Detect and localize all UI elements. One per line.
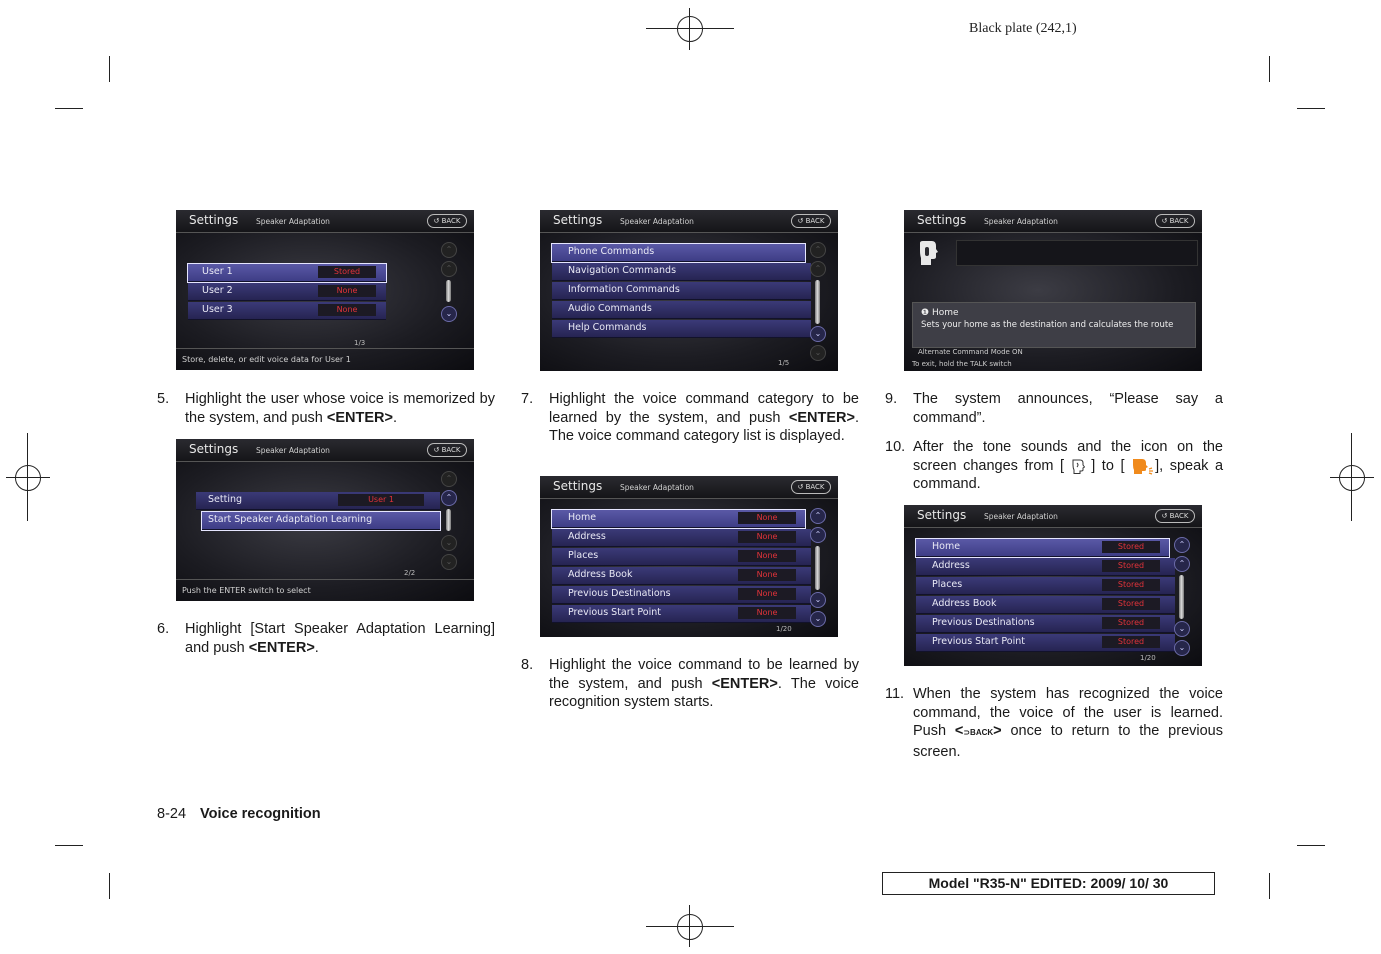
registration-mark-top-circle	[677, 16, 703, 42]
row-label: Previous Destinations	[932, 617, 1035, 628]
scroll-up-icon[interactable]: ⌃	[1174, 556, 1190, 572]
crop-mark	[55, 845, 83, 846]
list-item-previous-start-point[interactable]	[916, 634, 1175, 652]
scroll-up-icon[interactable]: ⌃	[441, 261, 457, 277]
scroll-bottom-icon[interactable]: ⌄	[810, 345, 826, 361]
row-label: Audio Commands	[568, 303, 652, 314]
list-item-setting[interactable]	[196, 492, 440, 510]
list-item-home[interactable]	[552, 510, 805, 528]
page-indicator: 1/3	[354, 339, 366, 347]
back-label: BACK	[1169, 217, 1189, 225]
screen-subtitle: Speaker Adaptation	[984, 512, 1058, 521]
row-label: Places	[568, 550, 599, 561]
step-text-b: ] to [	[1091, 457, 1125, 474]
row-value: None	[738, 588, 796, 600]
back-button[interactable]: ↺ BACK	[427, 214, 467, 228]
row-value: Stored	[1102, 560, 1160, 572]
row-label: Address Book	[932, 598, 997, 609]
step-text-body: Highlight [Start Speaker Adaptation Learning] and push	[185, 621, 495, 656]
scroll-top-icon[interactable]: ⌃	[810, 508, 826, 524]
crop-mark	[55, 108, 83, 109]
back-key-text: BACK	[970, 728, 994, 737]
status-text: Store, delete, or edit voice data for User 1	[182, 355, 351, 364]
list-item-audio-commands[interactable]	[552, 301, 811, 319]
row-label: Previous Start Point	[568, 607, 661, 618]
row-value: Stored	[1102, 579, 1160, 591]
status-text: Push the ENTER switch to select	[182, 586, 311, 595]
list-item-user-1[interactable]	[188, 264, 386, 282]
row-value: Stored	[318, 266, 376, 278]
list-item-navigation-commands[interactable]	[552, 263, 811, 281]
scrollbar[interactable]	[1170, 535, 1194, 657]
row-label: Help Commands	[568, 322, 647, 333]
screen-title: Settings	[553, 213, 603, 227]
row-label: Home	[932, 541, 961, 552]
enter-key: <ENTER>	[788, 409, 855, 426]
back-button[interactable]: ↺ BACK	[791, 480, 831, 494]
scroll-up-icon[interactable]: ⌃	[441, 490, 457, 506]
scroll-down-icon[interactable]: ⌄	[441, 535, 457, 551]
screen-header	[540, 210, 838, 233]
screen-header	[176, 439, 474, 462]
screen-subtitle: Speaker Adaptation	[984, 217, 1058, 226]
step-text-b: once to return to the previous screen.	[913, 723, 1223, 760]
step-text-body: Highlight the user whose voice is memorized by the system, and push	[185, 391, 495, 426]
row-label: Places	[932, 579, 963, 590]
step-text-tail: . The voice recognition system starts.	[549, 675, 859, 710]
row-label: User 2	[202, 285, 233, 296]
info-title: ❶ Home	[921, 308, 959, 318]
enter-key: <ENTER>	[248, 639, 315, 656]
back-label: BACK	[441, 217, 461, 225]
enter-key: <ENTER>	[711, 675, 778, 692]
step-text	[549, 390, 859, 446]
step-text	[549, 656, 859, 712]
crop-mark	[1269, 56, 1270, 82]
row-label: Information Commands	[568, 284, 680, 295]
scroll-down-icon[interactable]: ⌄	[441, 306, 457, 322]
scroll-top-icon[interactable]: ⌃	[1174, 537, 1190, 553]
plate-label: Black plate (242,1)	[969, 21, 1077, 36]
row-value: None	[318, 285, 376, 297]
row-label: Address	[568, 531, 606, 542]
back-label: BACK	[805, 483, 825, 491]
section-title: Voice recognition	[200, 806, 321, 822]
screen-title: Settings	[189, 442, 239, 456]
row-label: Home	[568, 512, 597, 523]
scroll-bottom-icon[interactable]: ⌄	[1174, 640, 1190, 656]
list-item-address-book[interactable]	[552, 567, 811, 585]
step-number: 7.	[521, 391, 534, 407]
screen-header	[904, 210, 1202, 233]
step-text	[913, 438, 1223, 494]
info-panel	[912, 302, 1196, 348]
scrollbar[interactable]	[806, 240, 830, 362]
back-key-open: <	[954, 723, 964, 739]
step-text-tail: .	[392, 409, 397, 426]
back-button[interactable]: ↺ BACK	[427, 443, 467, 457]
step-text-a: When the system has recognized the voice command, the voice of the user is learned. Push	[913, 686, 1223, 739]
screen-setting	[176, 439, 474, 601]
screen-header	[904, 505, 1202, 528]
back-button[interactable]: ↺ BACK	[1155, 509, 1195, 523]
step-text	[185, 390, 495, 427]
row-label: User 1	[202, 266, 233, 277]
row-value: None	[738, 512, 796, 524]
row-label: Navigation Commands	[568, 265, 677, 276]
scroll-thumb[interactable]	[815, 280, 820, 324]
row-value: None	[738, 569, 796, 581]
list-item-places[interactable]	[916, 577, 1175, 595]
scrollbar[interactable]	[806, 506, 830, 628]
list-item-start-learning[interactable]	[202, 512, 440, 530]
screen-title: Settings	[917, 508, 967, 522]
scroll-top-icon[interactable]: ⌃	[441, 242, 457, 258]
status-line-1: Alternate Command Mode ON	[918, 348, 1023, 356]
row-label: Previous Destinations	[568, 588, 671, 599]
scroll-down-icon[interactable]: ⌄	[810, 592, 826, 608]
scroll-up-icon[interactable]: ⌃	[810, 527, 826, 543]
screen-header	[176, 210, 474, 233]
info-title-text: Home	[931, 308, 959, 318]
crop-mark	[109, 56, 110, 82]
page-indicator: 2/2	[404, 569, 416, 577]
registration-mark-left-circle	[15, 465, 41, 491]
scroll-down-icon[interactable]: ⌄	[1174, 621, 1190, 637]
screen-header	[540, 476, 838, 499]
crop-mark	[1297, 845, 1325, 846]
scrollbar[interactable]	[437, 240, 461, 362]
row-value: None	[318, 304, 376, 316]
page-footer	[157, 806, 321, 822]
step-text-c: ], speak a command.	[913, 457, 1224, 492]
scroll-thumb[interactable]	[446, 509, 451, 531]
back-arrow-icon: ⊃	[963, 728, 971, 737]
screen-command-categories	[540, 210, 838, 371]
row-label: User 3	[202, 304, 233, 315]
step-text: The system announces, “Please say a command”.	[913, 391, 1223, 426]
back-label: BACK	[1169, 512, 1189, 520]
list-item-address[interactable]	[552, 529, 811, 547]
list-item-address-book[interactable]	[916, 596, 1175, 614]
screen-subtitle: Speaker Adaptation	[256, 446, 330, 455]
back-label: BACK	[441, 446, 461, 454]
scrollbar[interactable]	[437, 471, 461, 593]
scroll-thumb[interactable]	[1179, 575, 1184, 619]
row-label: Address	[932, 560, 970, 571]
info-text: Sets your home as the destination and calculates the route	[921, 320, 1174, 330]
scroll-bottom-icon[interactable]: ⌄	[810, 611, 826, 627]
divider	[176, 579, 474, 580]
step-text	[913, 685, 1223, 761]
scroll-top-icon[interactable]: ⌃	[441, 471, 457, 487]
screen-subtitle: Speaker Adaptation	[256, 217, 330, 226]
list-item-phone-commands[interactable]	[552, 244, 805, 262]
row-label: Previous Start Point	[932, 636, 1025, 647]
step-text-tail: . The voice command category list is displayed.	[549, 409, 859, 444]
row-label: Start Speaker Adaptation Learning	[208, 514, 373, 525]
row-label: Address Book	[568, 569, 633, 580]
crop-mark	[1269, 873, 1270, 899]
screen-user-list	[176, 210, 474, 370]
row-label: Setting	[208, 494, 243, 505]
list-item-information-commands[interactable]	[552, 282, 811, 300]
step-text-body: Highlight the voice command to be learned by the system, and push	[549, 657, 859, 692]
registration-mark-right-circle	[1339, 465, 1365, 491]
screen-voice-prompt	[904, 210, 1202, 371]
step-number: 9.	[885, 391, 898, 407]
registration-mark-bottom-circle	[677, 914, 703, 940]
screen-subtitle: Speaker Adaptation	[620, 483, 694, 492]
screen-title: Settings	[917, 213, 967, 227]
row-value: None	[738, 531, 796, 543]
scroll-thumb[interactable]	[815, 546, 820, 590]
list-item-previous-start-point[interactable]	[552, 605, 811, 623]
screen-commands-none	[540, 476, 838, 637]
page-indicator: 1/5	[778, 359, 790, 367]
list-item-user-2[interactable]	[188, 283, 386, 301]
back-button[interactable]: ↺ BACK	[791, 214, 831, 228]
row-value: Stored	[1102, 541, 1160, 553]
voice-input-display	[956, 240, 1198, 266]
step-number: 6.	[157, 621, 170, 637]
scroll-down-icon[interactable]: ⌄	[810, 326, 826, 342]
step-number: 11.	[885, 686, 905, 702]
row-value: Stored	[1102, 636, 1160, 648]
crop-mark	[109, 873, 110, 899]
back-key	[955, 723, 1002, 739]
row-label: Phone Commands	[568, 246, 655, 257]
step-number: 5.	[157, 391, 170, 407]
page-indicator: 1/20	[776, 625, 792, 633]
model-edition-box: Model "R35-N" EDITED: 2009/ 10/ 30	[882, 872, 1215, 895]
enter-key: <ENTER>	[326, 409, 393, 426]
step-text	[185, 620, 495, 657]
list-item-user-3[interactable]	[188, 302, 386, 320]
step-number: 8.	[521, 657, 534, 673]
list-item-home[interactable]	[916, 539, 1169, 557]
speaker-talking-icon	[1131, 457, 1155, 475]
row-value: None	[738, 607, 796, 619]
speaker-outline-icon	[1071, 458, 1085, 474]
step-text-tail: .	[314, 639, 319, 656]
row-value: Stored	[1102, 617, 1160, 629]
status-line-2: To exit, hold the TALK switch	[912, 360, 1012, 368]
step-text-a: After the tone sounds and the icon on the screen changes from [	[913, 439, 1223, 474]
back-button[interactable]: ↺ BACK	[1155, 214, 1195, 228]
page-indicator: 1/20	[1140, 654, 1156, 662]
crop-mark	[1297, 108, 1325, 109]
scroll-top-icon[interactable]: ⌃	[810, 242, 826, 258]
screen-subtitle: Speaker Adaptation	[620, 217, 694, 226]
step-text-body: Highlight the voice command category to be learned by the system, and push	[549, 391, 859, 426]
list-item-address[interactable]	[916, 558, 1175, 576]
divider	[176, 348, 474, 349]
list-item-previous-destinations[interactable]	[552, 586, 811, 604]
list-item-help-commands[interactable]	[552, 320, 811, 338]
back-key-label	[963, 728, 993, 737]
speaker-head-icon	[917, 240, 939, 266]
row-value: Stored	[1102, 598, 1160, 610]
list-item-places[interactable]	[552, 548, 811, 566]
back-label: BACK	[805, 217, 825, 225]
screen-title: Settings	[189, 213, 239, 227]
list-item-previous-destinations[interactable]	[916, 615, 1175, 633]
scroll-bottom-icon[interactable]: ⌄	[441, 554, 457, 570]
page-number: 8-24	[157, 806, 187, 822]
screen-title: Settings	[553, 479, 603, 493]
screen-commands-stored	[904, 505, 1202, 666]
row-value: None	[738, 550, 796, 562]
row-value: User 1	[338, 494, 424, 506]
scroll-up-icon[interactable]: ⌃	[810, 261, 826, 277]
scroll-thumb[interactable]	[446, 280, 451, 302]
step-number: 10.	[885, 439, 906, 455]
back-key-close: >	[993, 723, 1002, 739]
